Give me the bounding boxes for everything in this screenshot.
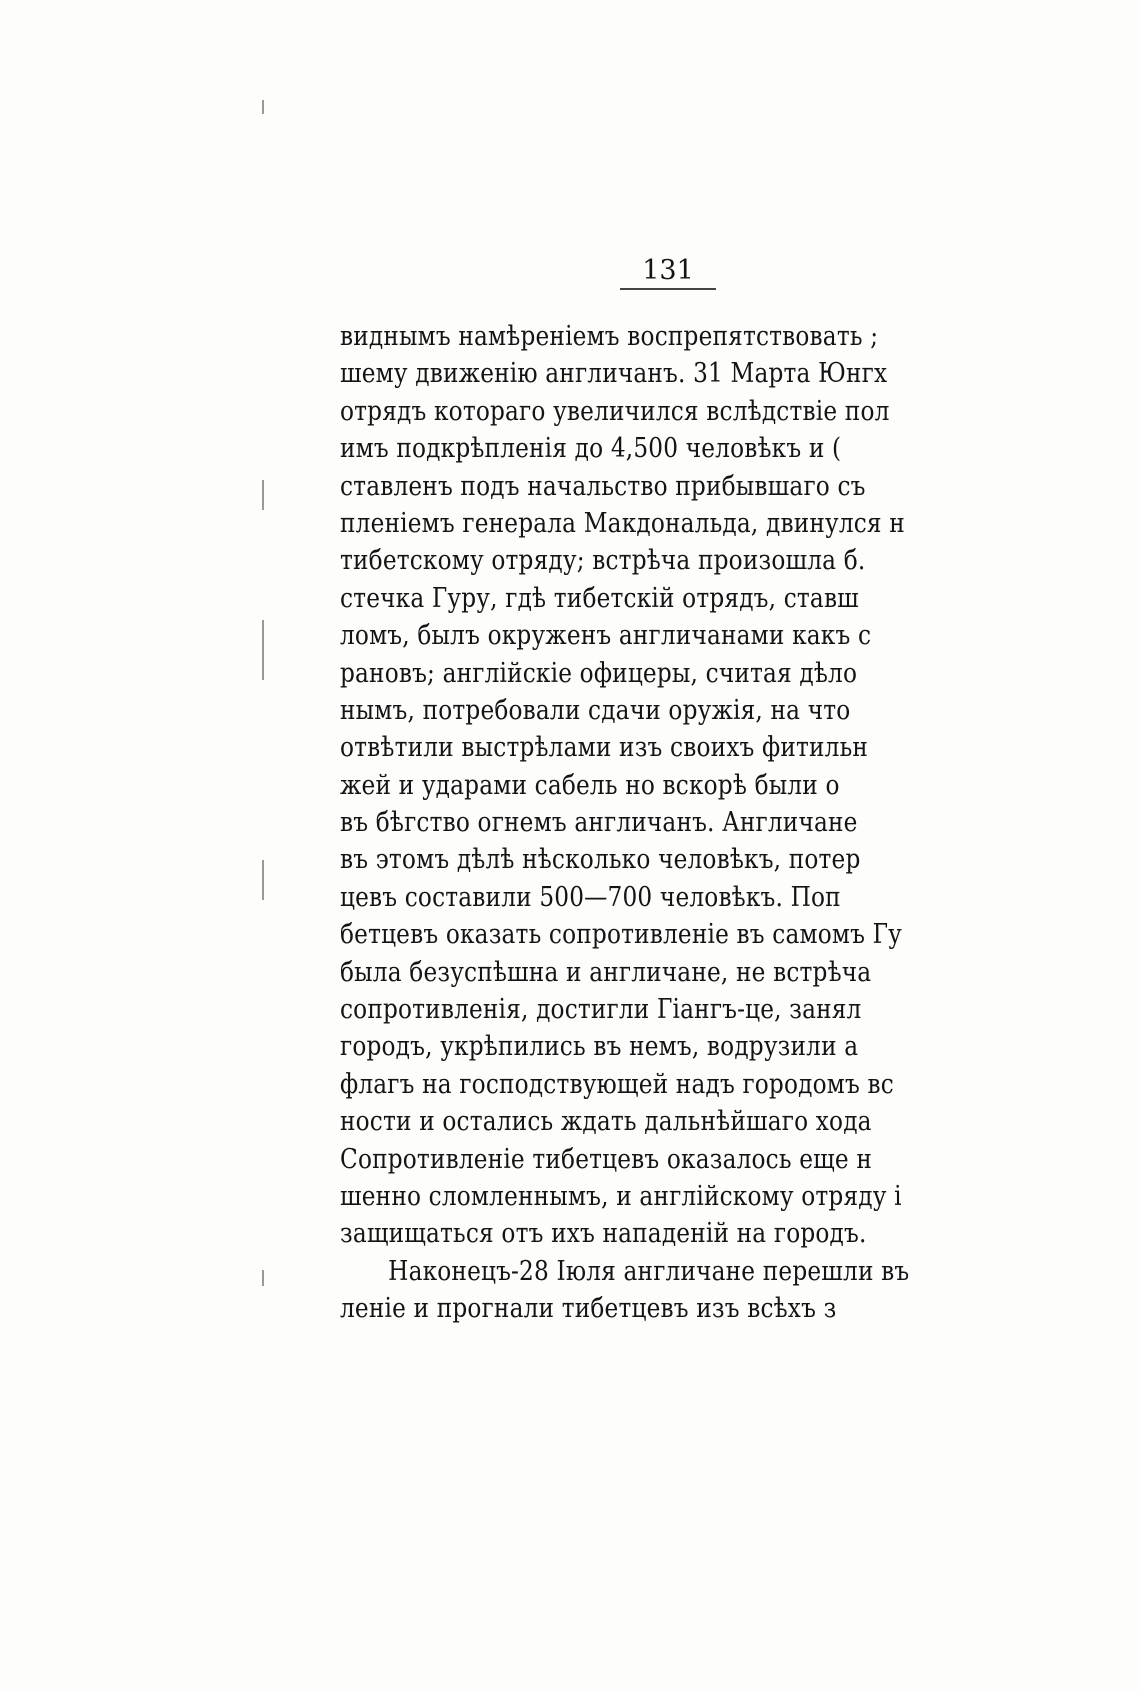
text-line: Сопротивленіе тибетцевъ оказалось еще н	[340, 1143, 873, 1175]
text-line: леніе и прогнали тибетцевъ изъ всѣхъ з	[340, 1293, 837, 1325]
body-text	[340, 318, 910, 1328]
text-line: отвѣтили выстрѣлами изъ своихъ фитильн	[340, 732, 869, 764]
text-line: защищаться отъ ихъ нападеній на городъ.	[340, 1218, 867, 1250]
page-number: 131	[642, 255, 694, 286]
text-line: Наконецъ-28 Іюля англичане перешли въ	[388, 1255, 910, 1287]
text-line: рановъ; англійскіе офицеры, считая дѣло	[340, 657, 858, 689]
text-line: въ этомъ дѣлѣ нѣсколько человѣкъ, потер	[340, 844, 861, 876]
text-line: шему движенію англичанъ. 31 Марта Юнгх	[340, 358, 888, 390]
binding-mark	[262, 860, 264, 900]
text-line: была безуспѣшна и англичане, не встрѣча	[340, 956, 872, 988]
text-line: нымъ, потребовали сдачи оружія, на что	[340, 694, 851, 726]
text-line: стечка Гуру, гдѣ тибетскій отрядъ, ставш	[340, 582, 859, 614]
text-line: виднымъ намѣреніемъ воспрепятствовать ;	[340, 321, 879, 352]
text-line: тибетскому отряду; встрѣча произошла б.	[340, 545, 866, 577]
text-line: городъ, укрѣпились въ немъ, водрузили а	[340, 1031, 859, 1063]
text-line: жей и ударами сабель но вскорѣ были о	[340, 769, 840, 801]
binding-mark	[262, 480, 264, 510]
text-line: въ бѣгство огнемъ англичанъ. Англичане	[340, 807, 858, 839]
text-line: сопротивленія, достигли Гіангъ-це, занял	[340, 994, 862, 1026]
page-number-rule	[620, 288, 716, 290]
text-line: ставленъ подъ начальство прибывшаго съ	[340, 470, 866, 502]
text-line: шенно сломленнымъ, и англійскому отряду і	[340, 1180, 902, 1212]
text-line: имъ подкрѣпленія до 4,500 человѣкъ и (	[340, 433, 842, 465]
text-line: цевъ составили 500—700 человѣкъ. Поп	[340, 881, 841, 913]
text-line: флагъ на господствующей надъ городомъ вс	[340, 1068, 894, 1100]
text-line: бетцевъ оказать сопротивленіе въ самомъ Гу	[340, 919, 902, 951]
text-line: отрядъ котораго увеличился вслѣдствіе пол	[340, 395, 890, 427]
text-line: ности и остались ждать дальнѣйшаго хода	[340, 1106, 872, 1138]
binding-mark	[262, 620, 264, 680]
binding-mark	[262, 100, 264, 114]
text-line: ломъ, былъ окруженъ англичанами какъ с	[340, 620, 872, 652]
text-line: пленіемъ генерала Макдональда, двинулся н	[340, 507, 905, 539]
binding-mark	[262, 1270, 264, 1286]
